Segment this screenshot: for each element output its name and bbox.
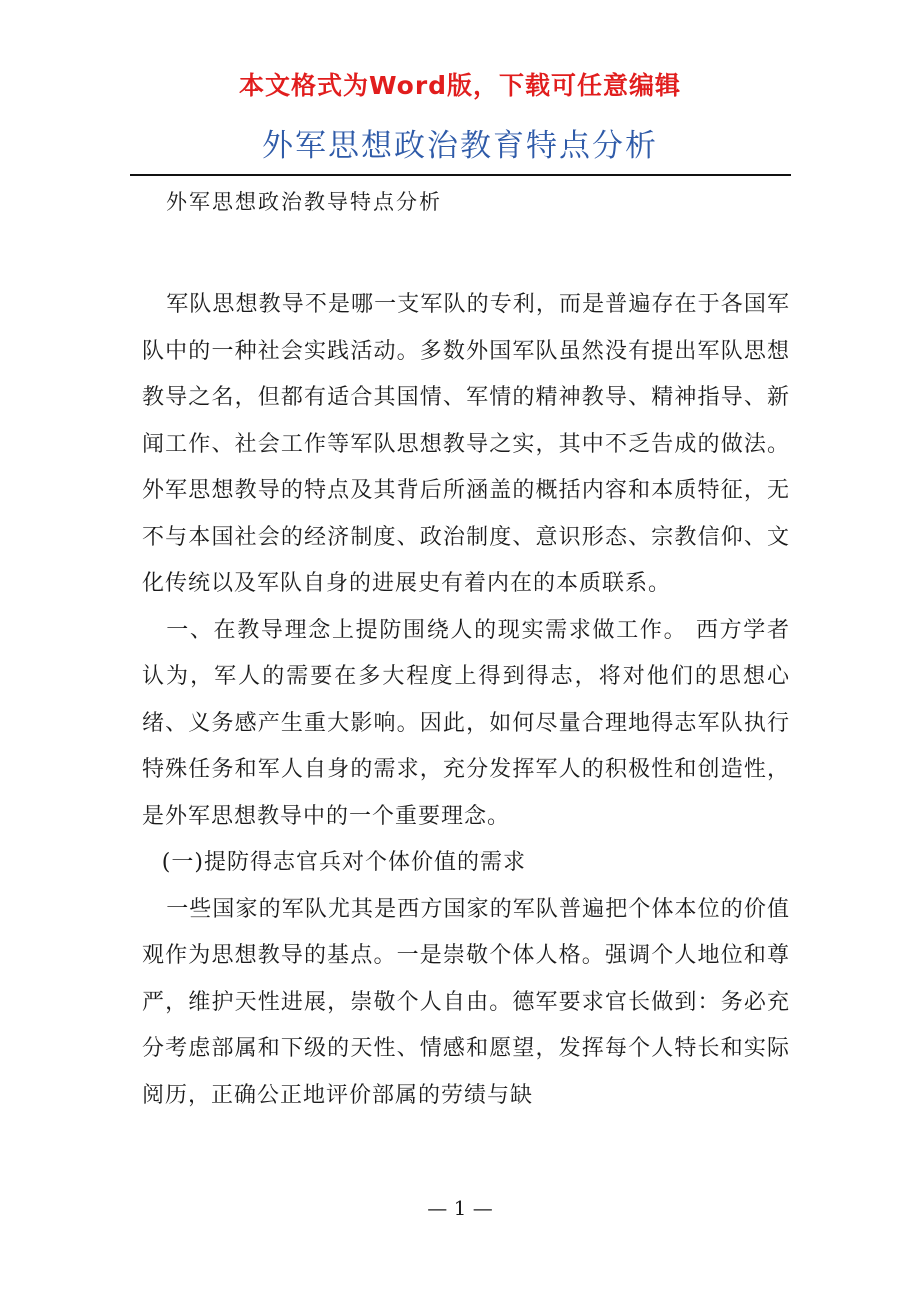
download-notice: 本文格式为Word版，下载可任意编辑	[238, 71, 682, 100]
paragraph-individual-value: 一些国家的军队尤其是西方国家的军队普遍把个体本位的价值观作为思想教导的基点。一是崇敬个体人格。强调个人地位和尊严，维护天性进展，崇敬个人自由。德军要求官长做到：务必充分考虑部属和下级的天性、情感和愿望，发挥每个人特长和实际阅历，正确公正地评价部属的劳绩与缺	[142, 896, 790, 1108]
document-subtitle: 外军思想政治教导特点分析	[166, 190, 442, 214]
document-body	[142, 282, 790, 1119]
paragraph-subheading: (一)提防得志官兵对个体价值的需求	[161, 850, 526, 875]
paragraph-section-one: 一、在教导理念上提防围绕人的现实需求做工作。 西方学者认为，军人的需要在多大程度上得到得志，将对他们的思想心绪、义务感产生重大影响。因此，如何尽量合理地得志军队执行特殊任务和军人自身的需求，充分发挥军人的积极性和创造性，是外军思想教导中的一个重要理念。	[142, 617, 790, 829]
page-number: — 1 —	[427, 1196, 493, 1220]
title-divider	[130, 174, 791, 176]
paragraph-intro: 军队思想教导不是哪一支军队的专利，而是普遍存在于各国军队中的一种社会实践活动。多数外国军队虽然没有提出军队思想教导之名，但都有适合其国情、军情的精神教导、精神指导、新闻工作、社会工作等军队思想教导之实，其中不乏告成的做法。外军思想教导的特点及其背后所涵盖的概括内容和本质特征，无不与本国社会的经济制度、政治制度、意识形态、宗教信仰、文化传统以及军队自身的进展史有着内在的本质联系。	[142, 292, 790, 596]
document-title: 外军思想政治教育特点分析	[262, 128, 658, 164]
